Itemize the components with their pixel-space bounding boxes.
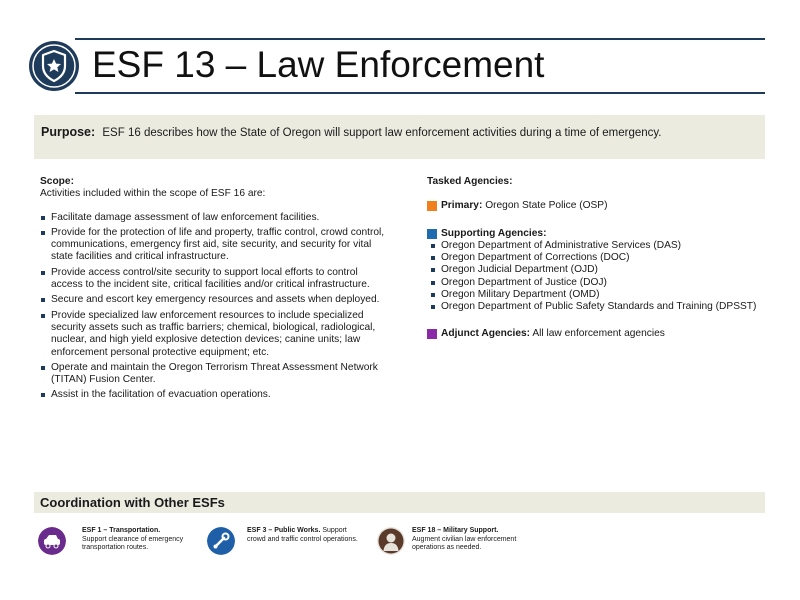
bullet-icon bbox=[41, 314, 45, 318]
header-bottom-rule bbox=[75, 92, 765, 94]
list-item-text: Operate and maintain the Oregon Terrorism Threat Assessment Network (TITAN) Fusion Center. bbox=[51, 361, 378, 386]
esf-3-description: Support crowd and traffic control operations. bbox=[247, 527, 358, 543]
list-item bbox=[427, 252, 797, 264]
bullet-icon bbox=[431, 293, 435, 297]
scope-list bbox=[40, 212, 385, 402]
esf-3-text bbox=[247, 527, 362, 544]
list-item-text: Facilitate damage assessment of law enforcement facilities. bbox=[51, 211, 320, 223]
list-item-text: Provide specialized law enforcement resources to include specialized security assets such as traffic barriers; chemical, biological, radiological, nuclear, and high yield explosive detection devices; canine units; law enforcement personal protective equipment; etc. bbox=[51, 309, 376, 358]
list-item bbox=[427, 277, 797, 289]
esf-1-label: ESF 1 – Transportation. bbox=[82, 527, 161, 534]
list-item bbox=[40, 227, 385, 264]
list-item bbox=[40, 362, 385, 387]
list-item bbox=[40, 310, 385, 359]
primary-label: Primary: bbox=[441, 200, 483, 212]
bullet-icon bbox=[41, 298, 45, 302]
list-item bbox=[40, 267, 385, 292]
supporting-agencies-list bbox=[427, 240, 797, 314]
list-item-text: Secure and escort key emergency resources and assets when deployed. bbox=[51, 294, 380, 306]
purpose-statement bbox=[41, 125, 661, 139]
adjunct-label: Adjunct Agencies: bbox=[441, 327, 531, 339]
esf-1-text bbox=[82, 527, 188, 553]
list-item bbox=[40, 212, 385, 224]
purpose-box bbox=[34, 115, 765, 159]
bullet-icon bbox=[431, 268, 435, 272]
purpose-label: Purpose: bbox=[41, 125, 96, 139]
purpose-text: ESF 16 describes how the State of Oregon will support law enforcement activities during a time of emergency. bbox=[102, 127, 662, 139]
scope-intro: Activities included within the scope of ESF 16 are: bbox=[40, 188, 266, 200]
list-item bbox=[427, 240, 797, 252]
primary-color-swatch bbox=[427, 201, 437, 211]
bullet-icon bbox=[41, 271, 45, 275]
military-support-icon bbox=[377, 527, 405, 555]
coordination-title: Coordination with Other ESFs bbox=[40, 495, 225, 510]
bullet-icon bbox=[41, 366, 45, 370]
list-item-text: Oregon Department of Public Safety Standards and Training (DPSST) bbox=[441, 301, 757, 313]
esf-18-description: Augment civilian law enforcement operations as needed. bbox=[412, 535, 517, 552]
bullet-icon bbox=[431, 281, 435, 285]
supporting-label: Supporting Agencies: bbox=[441, 227, 547, 239]
list-item-text: Provide access control/site security to support local efforts to control access to the incident site, critical facilities and/or critical infrastructure. bbox=[51, 266, 370, 291]
list-item bbox=[427, 289, 797, 301]
supporting-color-swatch bbox=[427, 229, 437, 239]
scope-section bbox=[40, 176, 385, 405]
tasked-agencies-section bbox=[427, 176, 797, 340]
list-item-text: Oregon Department of Administrative Services (DAS) bbox=[441, 239, 682, 251]
coordination-header bbox=[34, 492, 765, 513]
bullet-icon bbox=[41, 216, 45, 220]
esf-18-label: ESF 18 – Military Support. bbox=[412, 527, 499, 534]
tasked-agencies-title: Tasked Agencies: bbox=[427, 176, 513, 187]
adjunct-value: All law enforcement agencies bbox=[532, 327, 665, 339]
list-item-text: Assist in the facilitation of evacuation operations. bbox=[51, 389, 271, 401]
bullet-icon bbox=[431, 244, 435, 248]
public-works-icon bbox=[207, 527, 235, 555]
page-title: ESF 13 – Law Enforcement bbox=[92, 44, 545, 85]
list-item-text: Oregon Judicial Department (OJD) bbox=[441, 264, 598, 276]
bullet-icon bbox=[431, 305, 435, 309]
supporting-agencies bbox=[427, 228, 797, 240]
list-item bbox=[427, 301, 797, 313]
esf-18-text bbox=[412, 527, 527, 553]
adjunct-agencies bbox=[427, 328, 797, 340]
primary-value: Oregon State Police (OSP) bbox=[485, 200, 608, 212]
adjunct-color-swatch bbox=[427, 329, 437, 339]
list-item bbox=[427, 264, 797, 276]
esf-3-label: ESF 3 – Public Works. bbox=[247, 527, 321, 534]
list-item bbox=[40, 389, 385, 401]
list-item-text: Provide for the protection of life and property, traffic control, crowd control, communications, emergency first aid, site security, and security for vital state facilities and critical infrastructure. bbox=[51, 226, 385, 263]
list-item-text: Oregon Military Department (OMD) bbox=[441, 289, 600, 301]
police-badge-star-icon bbox=[28, 40, 80, 92]
bullet-icon bbox=[431, 256, 435, 260]
list-item-text: Oregon Department of Justice (DOJ) bbox=[441, 276, 607, 288]
scope-title: Scope: bbox=[40, 176, 74, 187]
list-item bbox=[40, 294, 385, 306]
list-item-text: Oregon Department of Corrections (DOC) bbox=[441, 252, 630, 264]
primary-agency bbox=[427, 200, 797, 212]
bullet-icon bbox=[41, 393, 45, 397]
transportation-icon bbox=[38, 527, 66, 555]
bullet-icon bbox=[41, 231, 45, 235]
esf-1-description: Support clearance of emergency transportation routes. bbox=[82, 535, 184, 552]
header-top-rule bbox=[75, 38, 765, 40]
